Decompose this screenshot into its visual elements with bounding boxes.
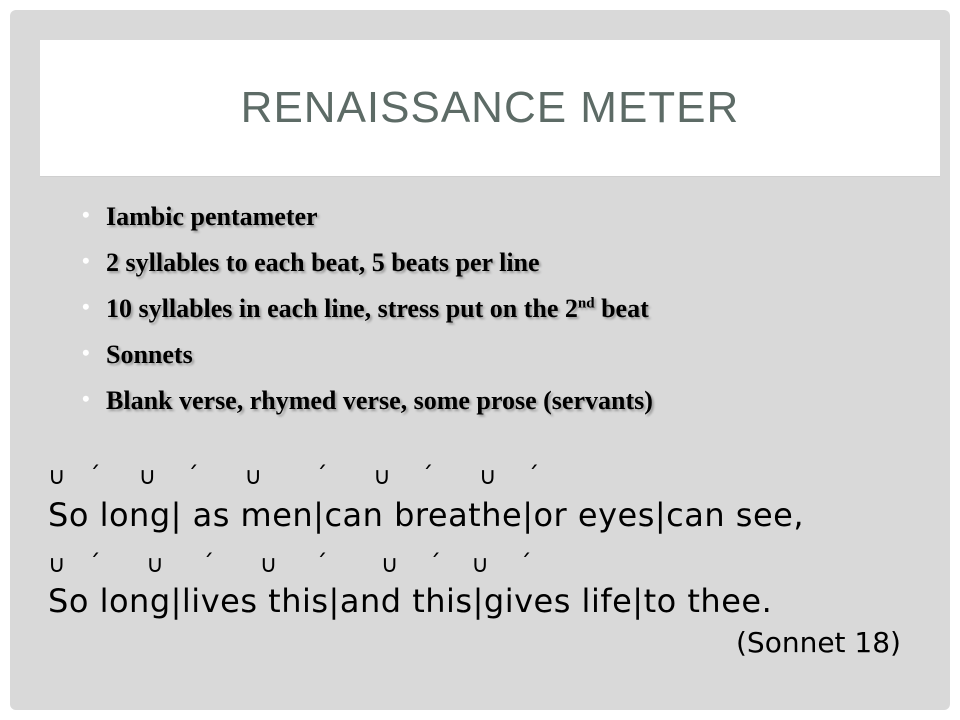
bullet-item [80, 202, 653, 248]
bullet-item [80, 248, 653, 294]
bullet-text: 2 syllables to each beat, 5 beats per line [106, 248, 540, 277]
bullet-list [80, 202, 653, 432]
ordinal-suffix: nd [577, 295, 595, 312]
bullet-text: 10 syllables in each line, stress put on the 2 [106, 294, 578, 323]
verse-line-1: So long| as men|can breathe|or eyes|can see, [48, 496, 805, 534]
bullet-text: Sonnets [106, 340, 193, 369]
bullet-text: beat [594, 294, 649, 323]
bullet-text: Blank verse, rhymed verse, some prose (servants) [106, 386, 653, 415]
stress-marks-line-2: ∪ ˊ ∪ ˊ ∪ ˊ ∪ ˊ ∪ ˊ [48, 550, 532, 578]
slide-title: RENAISSANCE METER [240, 83, 740, 132]
stress-marks-line-1: ∪ ˊ ∪ ˊ ∪ ˊ ∪ ˊ ∪ ˊ [48, 462, 540, 490]
sonnet-citation: (Sonnet 18) [736, 626, 901, 659]
verse-line-2: So long|lives this|and this|gives life|to thee. [48, 582, 773, 620]
bullet-item [80, 340, 653, 386]
bullet-item [80, 386, 653, 432]
scansion-figure [48, 460, 938, 700]
bullet-text: Iambic pentameter [106, 202, 318, 231]
bullet-item [80, 294, 653, 340]
title-box [40, 40, 940, 177]
